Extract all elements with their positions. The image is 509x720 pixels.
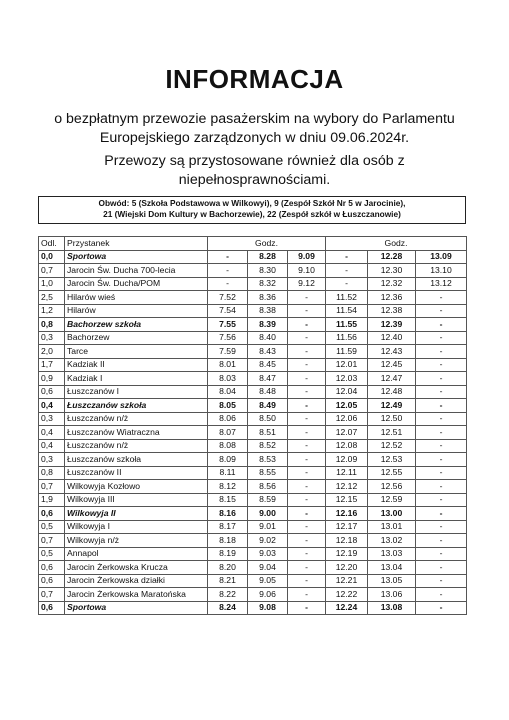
time-cell: - [288,399,326,413]
time-cell: 12.22 [326,588,368,602]
time-cell: 12.50 [368,412,416,426]
time-cell: - [416,561,467,575]
time-cell: - [416,318,467,332]
time-cell: 7.54 [208,304,248,318]
time-cell: 12.43 [368,345,416,359]
time-cell: 8.38 [248,304,288,318]
time-cell: 8.56 [248,480,288,494]
time-cell: - [288,466,326,480]
distance-cell: 1,9 [39,493,65,507]
time-cell: 8.06 [208,412,248,426]
table-row [39,304,467,318]
time-cell: - [288,601,326,615]
district-box [38,196,466,224]
stop-name-cell: Jarocin Żerkowska działki [65,574,208,588]
time-cell: 13.03 [368,547,416,561]
distance-cell: 0,4 [39,426,65,440]
time-cell: 8.36 [248,291,288,305]
stop-name-cell: Jarocin Żerkowska Maratońska [65,588,208,602]
time-cell: - [288,385,326,399]
distance-cell: 0,8 [39,318,65,332]
time-cell: 8.18 [208,534,248,548]
accessibility-line-1: Przewozy są przystosowane również dla osób z [104,153,405,169]
timetable-body [39,250,467,615]
time-cell: - [416,453,467,467]
distance-cell: 0,7 [39,588,65,602]
distance-cell: 0,5 [39,520,65,534]
time-cell: 8.01 [208,358,248,372]
time-cell: 13.00 [368,507,416,521]
stop-name-cell: Wilkowyja I [65,520,208,534]
timetable-header-row [39,237,467,251]
table-row [39,534,467,548]
time-cell: - [208,277,248,291]
time-cell: 11.54 [326,304,368,318]
time-cell: 11.59 [326,345,368,359]
time-cell: 8.28 [248,250,288,264]
time-cell: - [326,250,368,264]
time-cell: 8.49 [248,399,288,413]
distance-cell: 0,3 [39,331,65,345]
table-row [39,547,467,561]
distance-cell: 0,9 [39,372,65,386]
stop-name-cell: Łuszczanów I [65,385,208,399]
time-cell: - [288,561,326,575]
time-cell: 11.56 [326,331,368,345]
time-cell: 9.05 [248,574,288,588]
accessibility-line-2: niepełnosprawnościami. [178,172,331,188]
time-cell: - [288,534,326,548]
stop-name-cell: Wilkowyja II [65,507,208,521]
stop-name-cell: Łuszczanów szkoła [65,453,208,467]
time-cell: - [288,304,326,318]
table-row [39,385,467,399]
time-cell: - [416,385,467,399]
table-row [39,291,467,305]
distance-cell: 0,4 [39,399,65,413]
time-cell: 12.45 [368,358,416,372]
time-cell: 9.03 [248,547,288,561]
time-cell: - [326,277,368,291]
time-cell: - [288,480,326,494]
time-cell: - [326,264,368,278]
distance-cell: 2,5 [39,291,65,305]
time-cell: 12.01 [326,358,368,372]
distance-cell: 0,7 [39,480,65,494]
time-cell: 12.59 [368,493,416,507]
time-cell: - [208,264,248,278]
table-row [39,345,467,359]
table-row [39,466,467,480]
time-cell: 8.53 [248,453,288,467]
time-cell: 8.17 [208,520,248,534]
time-cell: 8.24 [208,601,248,615]
page-title: INFORMACJA [165,64,344,94]
time-cell: - [416,601,467,615]
time-cell: 13.06 [368,588,416,602]
distance-cell: 0,5 [39,547,65,561]
stop-name-cell: Łuszczanów II [65,466,208,480]
header-time-morning: Godz. [208,237,326,251]
time-cell: 12.24 [326,601,368,615]
time-cell: - [416,439,467,453]
header-distance: Odl. [39,237,65,251]
table-row [39,399,467,413]
time-cell: - [288,507,326,521]
district-line-1: Obwód: 5 (Szkoła Podstawowa w Wilkowyi), 9 (Zespół Szkół Nr 5 w Jarocinie), [98,198,406,208]
table-row [39,412,467,426]
time-cell: 12.12 [326,480,368,494]
stop-name-cell: Wilkowyja III [65,493,208,507]
time-cell: - [208,250,248,264]
time-cell: 12.11 [326,466,368,480]
time-cell: 12.06 [326,412,368,426]
distance-cell: 0,3 [39,453,65,467]
time-cell: 8.12 [208,480,248,494]
time-cell: 12.36 [368,291,416,305]
time-cell: 12.56 [368,480,416,494]
time-cell: - [288,412,326,426]
time-cell: 12.49 [368,399,416,413]
time-cell: - [416,331,467,345]
time-cell: 8.09 [208,453,248,467]
time-cell: 8.52 [248,439,288,453]
table-row [39,520,467,534]
distance-cell: 0,6 [39,601,65,615]
stop-name-cell: Hilarów [65,304,208,318]
stop-name-cell: Sportowa [65,250,208,264]
time-cell: 12.47 [368,372,416,386]
time-cell: 11.55 [326,318,368,332]
time-cell: 11.52 [326,291,368,305]
time-cell: 12.03 [326,372,368,386]
stop-name-cell: Jarocin Św. Ducha/POM [65,277,208,291]
distance-cell: 2,0 [39,345,65,359]
stop-name-cell: Jarocin Św. Ducha 700-lecia [65,264,208,278]
time-cell: 8.39 [248,318,288,332]
time-cell: 9.10 [288,264,326,278]
time-cell: 8.16 [208,507,248,521]
stop-name-cell: Sportowa [65,601,208,615]
time-cell: - [416,304,467,318]
time-cell: 12.07 [326,426,368,440]
time-cell: - [288,318,326,332]
time-cell: 8.05 [208,399,248,413]
time-cell: 12.40 [368,331,416,345]
time-cell: - [416,345,467,359]
time-cell: 9.09 [288,250,326,264]
time-cell: 9.00 [248,507,288,521]
time-cell: 9.04 [248,561,288,575]
stop-name-cell: Hilarów wieś [65,291,208,305]
time-cell: 13.08 [368,601,416,615]
time-cell: 12.39 [368,318,416,332]
time-cell: 8.43 [248,345,288,359]
table-row [39,439,467,453]
stop-name-cell: Jarocin Żerkowska Krucza [65,561,208,575]
time-cell: - [416,358,467,372]
distance-cell: 1,2 [39,304,65,318]
table-row [39,331,467,345]
time-cell: - [416,588,467,602]
time-cell: - [288,493,326,507]
time-cell: 12.18 [326,534,368,548]
time-cell: - [416,574,467,588]
time-cell: - [288,453,326,467]
time-cell: 8.19 [208,547,248,561]
time-cell: - [288,358,326,372]
time-cell: 8.08 [208,439,248,453]
distance-cell: 0,6 [39,574,65,588]
time-cell: 7.55 [208,318,248,332]
time-cell: 9.12 [288,277,326,291]
table-row [39,574,467,588]
time-cell: 13.01 [368,520,416,534]
time-cell: 12.32 [368,277,416,291]
time-cell: - [288,331,326,345]
time-cell: 13.09 [416,250,467,264]
time-cell: - [416,534,467,548]
time-cell: - [416,291,467,305]
time-cell: 8.47 [248,372,288,386]
distance-cell: 0,4 [39,439,65,453]
table-row [39,588,467,602]
distance-cell: 0,6 [39,507,65,521]
time-cell: 12.52 [368,439,416,453]
time-cell: 8.30 [248,264,288,278]
time-cell: 7.59 [208,345,248,359]
time-cell: 9.06 [248,588,288,602]
time-cell: 8.51 [248,426,288,440]
table-row [39,277,467,291]
time-cell: 12.53 [368,453,416,467]
time-cell: - [416,412,467,426]
time-cell: 12.55 [368,466,416,480]
time-cell: - [416,507,467,521]
district-line-2: 21 (Wiejski Dom Kultury w Bachorzewie), 22 (Zespół szkół w Łuszczanowie) [103,208,401,219]
time-cell: 12.05 [326,399,368,413]
time-cell: 8.22 [208,588,248,602]
distance-cell: 0,6 [39,385,65,399]
stop-name-cell: Wilkowyja Kozłowo [65,480,208,494]
time-cell: 9.02 [248,534,288,548]
time-cell: - [416,480,467,494]
time-cell: - [288,291,326,305]
time-cell: - [288,574,326,588]
stop-name-cell: Kadziak I [65,372,208,386]
stop-name-cell: Łuszczanów szkoła [65,399,208,413]
stop-name-cell: Annapol [65,547,208,561]
intro-line-1: o bezpłatnym przewozie pasażerskim na wybory do Parlamentu [54,111,455,127]
time-cell: 13.10 [416,264,467,278]
time-cell: - [416,399,467,413]
time-cell: - [288,588,326,602]
table-row [39,426,467,440]
time-cell: 7.56 [208,331,248,345]
time-cell: 12.38 [368,304,416,318]
time-cell: - [288,439,326,453]
time-cell: 8.48 [248,385,288,399]
time-cell: 13.04 [368,561,416,575]
time-cell: - [288,345,326,359]
time-cell: 8.07 [208,426,248,440]
time-cell: 12.08 [326,439,368,453]
time-cell: 8.59 [248,493,288,507]
table-row [39,480,467,494]
stop-name-cell: Łuszczanów n/ż [65,439,208,453]
table-row [39,318,467,332]
time-cell: 9.01 [248,520,288,534]
time-cell: - [288,426,326,440]
time-cell: - [416,426,467,440]
distance-cell: 0,0 [39,250,65,264]
distance-cell: 1,7 [39,358,65,372]
time-cell: 12.19 [326,547,368,561]
table-row [39,250,467,264]
intro-line-2: Europejskiego zarządzonych w dniu 09.06.2024r. [99,130,410,146]
time-cell: 12.04 [326,385,368,399]
time-cell: 8.11 [208,466,248,480]
table-row [39,358,467,372]
time-cell: 9.08 [248,601,288,615]
time-cell: - [416,547,467,561]
distance-cell: 1,0 [39,277,65,291]
table-row [39,453,467,467]
time-cell: 8.50 [248,412,288,426]
distance-cell: 0,6 [39,561,65,575]
stop-name-cell: Bachorzew [65,331,208,345]
time-cell: 8.04 [208,385,248,399]
table-row [39,372,467,386]
time-cell: 12.51 [368,426,416,440]
time-cell: - [416,466,467,480]
header-time-noon: Godz. [326,237,467,251]
stop-name-cell: Kadziak II [65,358,208,372]
table-row [39,601,467,615]
table-row [39,507,467,521]
time-cell: 13.02 [368,534,416,548]
distance-cell: 0,8 [39,466,65,480]
distance-cell: 0,7 [39,264,65,278]
header-stop: Przystanek [65,237,208,251]
stop-name-cell: Łuszczanów n/ż [65,412,208,426]
time-cell: 12.15 [326,493,368,507]
time-cell: - [288,520,326,534]
time-cell: 12.16 [326,507,368,521]
time-cell: 8.32 [248,277,288,291]
table-row [39,264,467,278]
time-cell: 8.20 [208,561,248,575]
time-cell: 8.45 [248,358,288,372]
time-cell: 8.55 [248,466,288,480]
accessibility-note [0,152,509,190]
time-cell: - [416,493,467,507]
time-cell: - [288,372,326,386]
table-row [39,493,467,507]
time-cell: 8.21 [208,574,248,588]
time-cell: 12.21 [326,574,368,588]
time-cell: 8.03 [208,372,248,386]
time-cell: 13.12 [416,277,467,291]
time-cell: 8.40 [248,331,288,345]
time-cell: 12.20 [326,561,368,575]
intro-paragraph [0,110,509,148]
time-cell: - [416,520,467,534]
time-cell: - [416,372,467,386]
distance-cell: 0,7 [39,534,65,548]
time-cell: - [288,547,326,561]
stop-name-cell: Łuszczanów Wiatraczna [65,426,208,440]
stop-name-cell: Wilkowyja n/ż [65,534,208,548]
time-cell: 12.09 [326,453,368,467]
distance-cell: 0,3 [39,412,65,426]
stop-name-cell: Tarce [65,345,208,359]
time-cell: 8.15 [208,493,248,507]
timetable [38,236,467,615]
time-cell: 12.17 [326,520,368,534]
time-cell: 7.52 [208,291,248,305]
time-cell: 12.28 [368,250,416,264]
time-cell: 12.48 [368,385,416,399]
stop-name-cell: Bachorzew szkoła [65,318,208,332]
time-cell: 13.05 [368,574,416,588]
table-row [39,561,467,575]
time-cell: 12.30 [368,264,416,278]
